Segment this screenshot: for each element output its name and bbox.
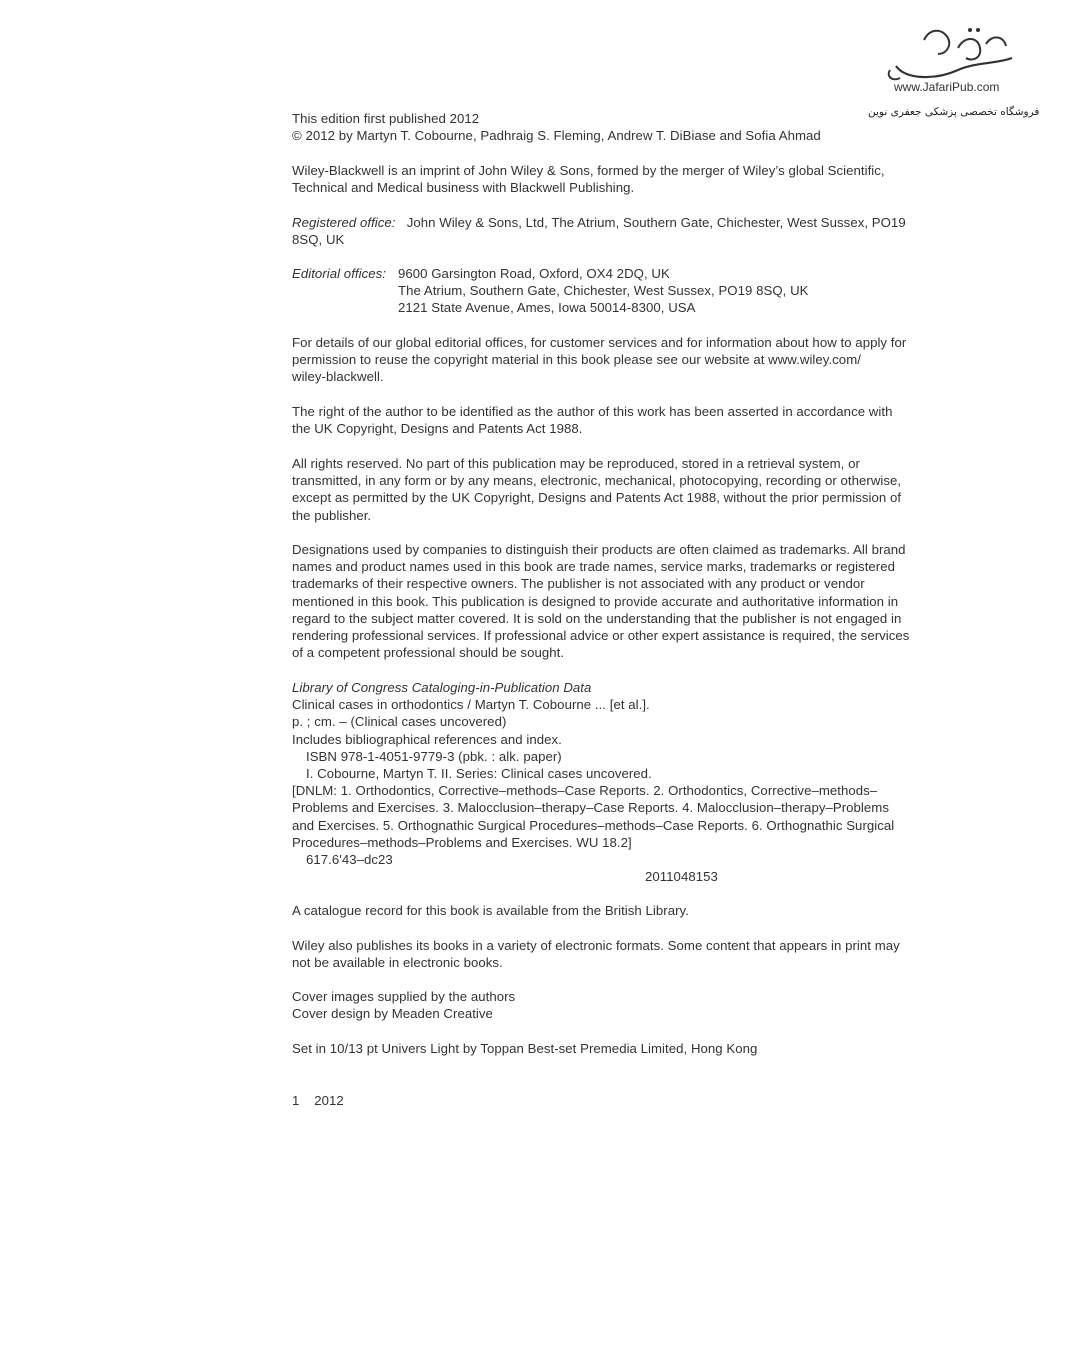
registered-office (292, 214, 952, 248)
editorial-address: 9600 Garsington Road, Oxford, OX4 2DQ, UK (398, 266, 670, 281)
watermark-tagline: فروشگاه تخصصی پزشکی جعفری نوین (868, 106, 1040, 118)
paragraph-line: All rights reserved. No part of this publication may be reproduced, stored in a retrieval system, or (292, 456, 860, 471)
paragraph-line: wiley-blackwell. (292, 369, 384, 385)
cip-dnlm: Problems and Exercises. 3. Malocclusion–therapy–Case Reports. 4. Malocclusion–therapy–Problems (292, 800, 889, 816)
paragraph-line: trademarks of their respective owners. The publisher is not associated with any product or vendor (292, 576, 865, 592)
paragraph-line: regard to the subject matter covered. It is sold on the understanding that the publisher is not engaged in (292, 610, 902, 626)
cip-data (292, 679, 952, 868)
watermark-url: www.JafariPub.com (894, 80, 1000, 94)
printing-number: 1 2012 (292, 1093, 344, 1108)
registered-office-line: 8SQ, UK (292, 232, 345, 248)
paragraph-line: For details of our global editorial offices, for customer services and for information about how to apply for (292, 335, 907, 350)
electronic-paragraph (292, 937, 952, 971)
paragraph-line: Technical and Medical business with Blackwell Publishing. (292, 180, 635, 196)
paragraph-line: the UK Copyright, Designs and Patents Act 1988. (292, 421, 583, 437)
paragraph-line: Wiley also publishes its books in a variety of electronic formats. Some content that appears in print may (292, 938, 900, 953)
paragraph-line: Set in 10/13 pt Univers Light by Toppan Best-set Premedia Limited, Hong Kong (292, 1041, 758, 1056)
editorial-offices (292, 265, 952, 317)
cover-credits (292, 988, 952, 1022)
paragraph-line: permission to reuse the copyright material in this book please see our website at www.wiley.com/ (292, 352, 861, 368)
designations-paragraph (292, 541, 952, 661)
cip-includes: Includes bibliographical references and index. (292, 731, 562, 747)
paragraph-line: The right of the author to be identified as the author of this work has been asserted in accordance with (292, 404, 893, 419)
rights-reserved-paragraph (292, 455, 952, 524)
printing-line (292, 1092, 952, 1109)
editorial-addresses (398, 265, 808, 317)
edition-line: This edition first published 2012 (292, 111, 480, 126)
details-paragraph (292, 334, 952, 386)
registered-office-label: Registered office: (292, 215, 396, 230)
cip-heading: Library of Congress Cataloging-in-Publication Data (292, 680, 592, 695)
paragraph-line: except as permitted by the UK Copyright, Designs and Patents Act 1988, without the prior permission of (292, 490, 902, 506)
paragraph-line: transmitted, in any form or by any means, electronic, mechanical, photocopying, recording or otherwise, (292, 473, 902, 489)
cover-design-credit: Cover design by Meaden Creative (292, 1006, 493, 1022)
cip-dnlm: and Exercises. 5. Orthognathic Surgical Procedures–methods–Case Reports. 6. Orthognathic Surgical (292, 817, 895, 833)
cip-isbn: ISBN 978-1-4051-9779-3 (pbk. : alk. paper) (306, 748, 562, 764)
cip-series: I. Cobourne, Martyn T. II. Series: Clinical cases uncovered. (306, 766, 652, 782)
paragraph-line: A catalogue record for this book is available from the British Library. (292, 903, 689, 918)
editorial-offices-label: Editorial offices: (292, 266, 386, 281)
paragraph-line: Wiley-Blackwell is an imprint of John Wiley & Sons, formed by the merger of Wiley’s global Scientific, (292, 163, 885, 178)
editorial-address: 2121 State Avenue, Ames, Iowa 50014-8300, USA (398, 300, 696, 316)
editorial-address: The Atrium, Southern Gate, Chichester, West Sussex, PO19 8SQ, UK (398, 283, 809, 299)
paragraph-line: not be available in electronic books. (292, 955, 503, 971)
paragraph-line: Designations used by companies to distinguish their products are often claimed as trademarks. All brand (292, 542, 906, 557)
imprint-paragraph (292, 162, 952, 196)
author-rights-paragraph (292, 403, 952, 437)
cover-images-credit: Cover images supplied by the authors (292, 989, 516, 1004)
catalogue-paragraph (292, 902, 952, 919)
copyright-block (292, 110, 952, 144)
paragraph-line: the publisher. (292, 507, 372, 523)
cip-dnlm: Procedures–methods–Problems and Exercises. WU 18.2] (292, 834, 632, 850)
copyright-holders: © 2012 by Martyn T. Cobourne, Padhraig S. Fleming, Andrew T. DiBiase and Sofia Ahmad (292, 128, 821, 144)
typeset-note (292, 1040, 952, 1057)
registered-office-line (292, 214, 952, 231)
paragraph-line: of a competent professional should be sought. (292, 645, 565, 661)
paragraph-line: mentioned in this book. This publication is designed to provide accurate and authoritative information in (292, 593, 899, 609)
paragraph-line: names and product names used in this book are trade names, service marks, trademarks or registered (292, 559, 896, 575)
cip-title: Clinical cases in orthodontics / Martyn T. Cobourne ... [et al.]. (292, 697, 650, 713)
cip-lccn: 2011048153 (645, 869, 718, 884)
cip-physical: p. ; cm. – (Clinical cases uncovered) (292, 714, 507, 730)
cip-dnlm: [DNLM: 1. Orthodontics, Corrective–methods–Case Reports. 2. Orthodontics, Corrective–methods– (292, 783, 878, 799)
cip-dewey: 617.6'43–dc23 (306, 852, 393, 868)
editorial-offices-row (292, 265, 952, 317)
registered-office-address: John Wiley & Sons, Ltd, The Atrium, Southern Gate, Chichester, West Sussex, PO19 (406, 215, 906, 230)
paragraph-line: rendering professional services. If professional advice or other expert assistance is required, the services (292, 628, 910, 644)
